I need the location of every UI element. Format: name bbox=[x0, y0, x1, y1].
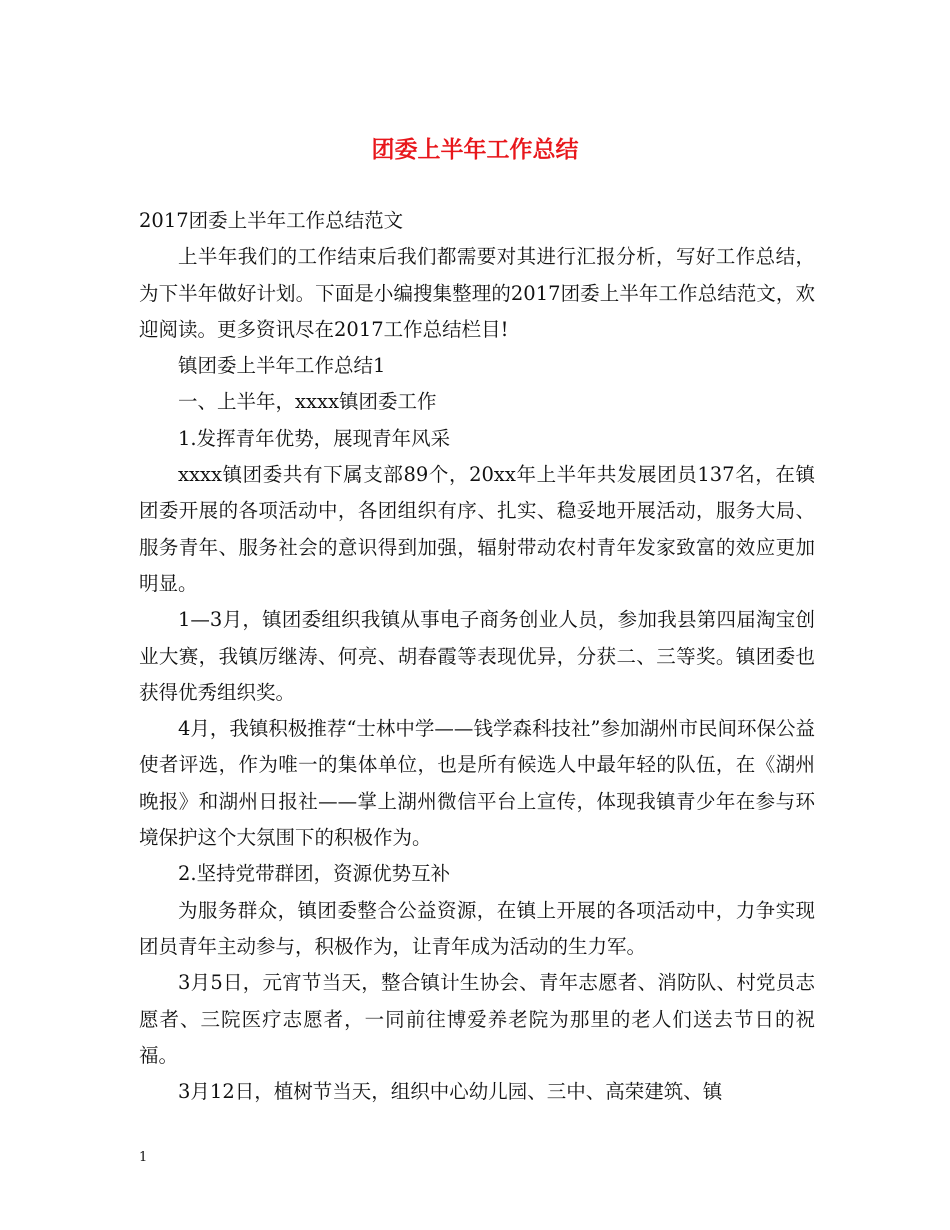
body-paragraph: 4月，我镇积极推荐“士林中学——钱学森科技社”参加湖州市民间环保公益使者评选，作为唯一的集体单位，也是所有候选人中最年轻的队伍，在《湖州晚报》和湖州日报社——掌上湖州微信平台上宣传，体现我镇青少年在参与环境保护这个大氛围下的积极作为。 bbox=[139, 717, 815, 850]
body-paragraph: xxxx镇团委共有下属支部89个，20xx年上半年共发展团员137名，在镇团委开展的各项活动中，各团组织有序、扎实、稳妥地开展活动，服务大局、服务青年、服务社会的意识得到加强，辐射带动农村青年发家致富的效应更加明显。 bbox=[139, 463, 815, 595]
section-heading: 镇团委上半年工作总结1 bbox=[178, 354, 386, 378]
intro-paragraph: 上半年我们的工作结束后我们都需要对其进行汇报分析，写好工作总结，为下半年做好计划。下面是小编搜集整理的2017团委上半年工作总结范文，欢迎阅读。更多资讯尽在2017工作总结栏目! bbox=[139, 245, 815, 341]
body-paragraph: 3月5日，元宵节当天，整合镇计生协会、青年志愿者、消防队、村党员志愿者、三院医疗志愿者，一同前往博爱养老院为那里的老人们送去节日的祝福。 bbox=[139, 971, 815, 1067]
document-body bbox=[139, 203, 815, 1110]
subtitle-paragraph: 2017团委上半年工作总结范文 bbox=[139, 209, 404, 232]
subsection-heading: 2.坚持党带群团，资源优势互补 bbox=[178, 862, 451, 886]
subsection-heading: 1.发挥青年优势，展现青年风采 bbox=[178, 426, 451, 450]
section-heading: 一、上半年，xxxx镇团委工作 bbox=[178, 390, 437, 414]
body-paragraph: 1—3月，镇团委组织我镇从事电子商务创业人员，参加我县第四届淘宝创业大赛，我镇厉继涛、何亮、胡春霞等表现优异，分获二、三等奖。镇团委也获得优秀组织奖。 bbox=[139, 608, 815, 704]
page-number: 1 bbox=[139, 1150, 148, 1165]
document-title: 团委上半年工作总结 bbox=[371, 137, 579, 163]
body-paragraph: 3月12日，植树节当天，组织中心幼儿园、三中、高荣建筑、镇 bbox=[178, 1080, 723, 1104]
body-paragraph: 为服务群众，镇团委整合公益资源，在镇上开展的各项活动中，力争实现团员青年主动参与，积极作为，让青年成为活动的生力军。 bbox=[139, 898, 815, 958]
